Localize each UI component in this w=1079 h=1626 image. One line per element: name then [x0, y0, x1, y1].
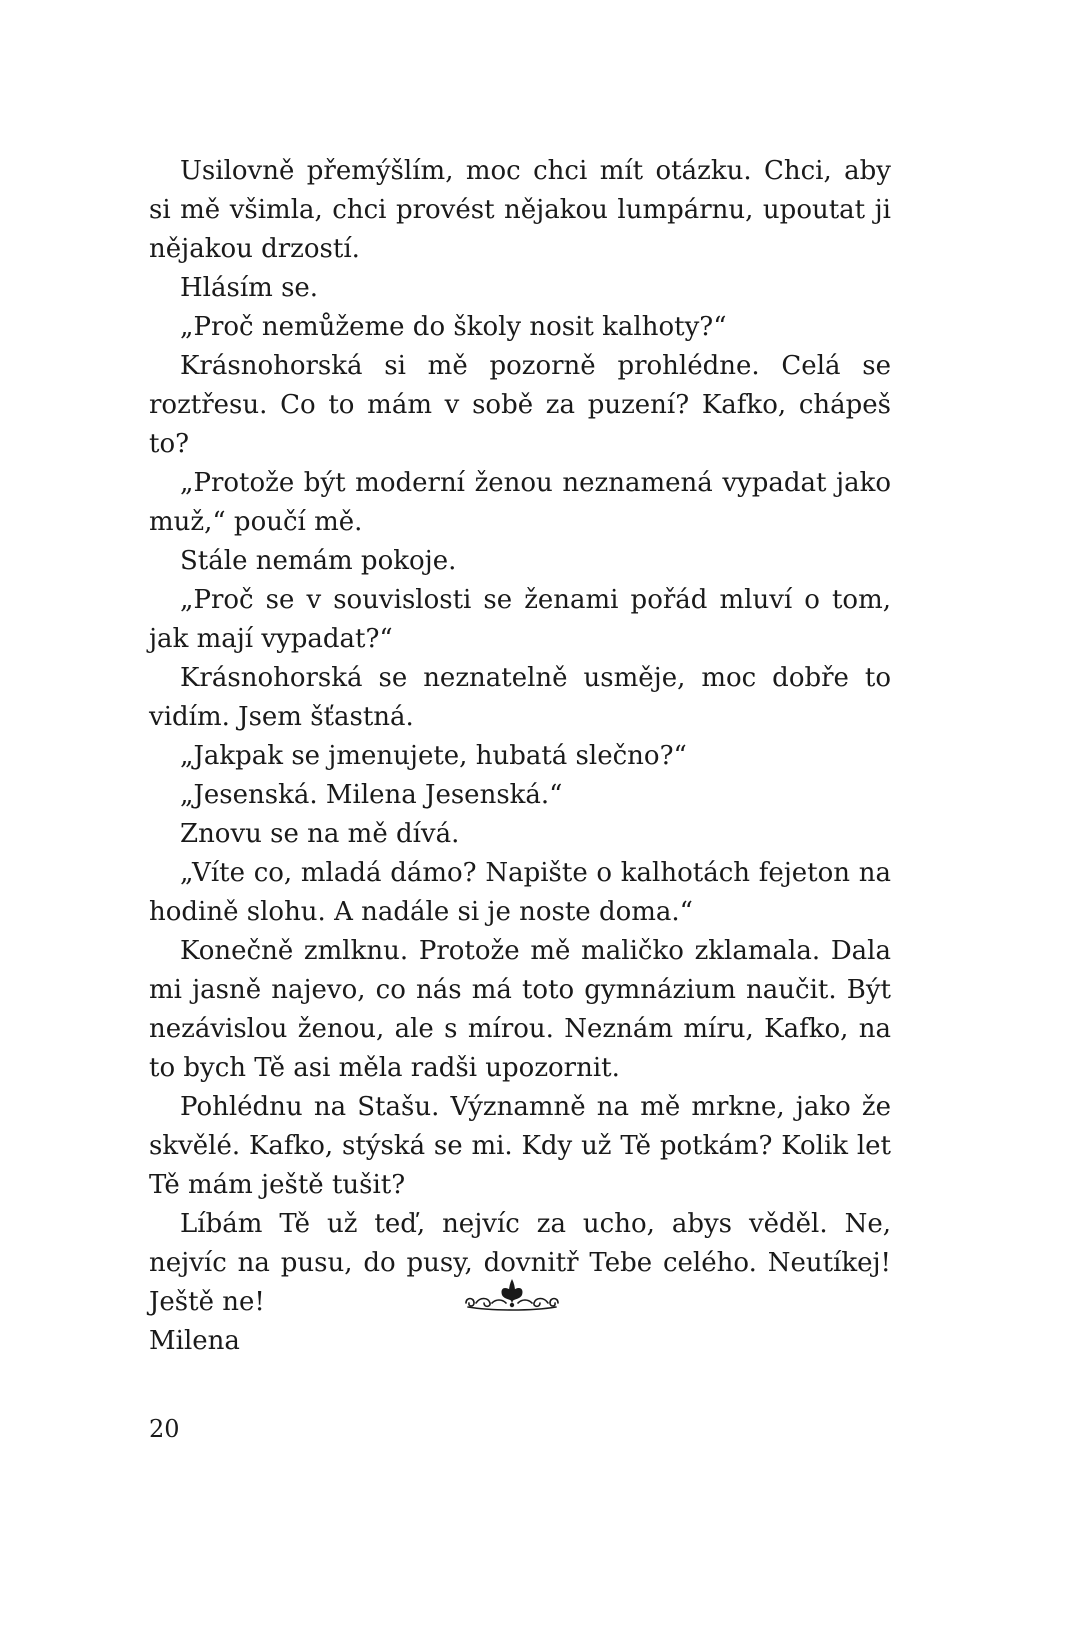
signature: Milena: [149, 1326, 240, 1356]
paragraph: Stále nemám pokoje.: [180, 546, 457, 576]
paragraph: Konečně zmlknu. Protože mě maličko zklamala. Dala mi jasně najevo, co nás má toto gymnázium naučit. Být nezávislou ženou, ale s mírou. Neznám míru, Kafko, na to bych Tě asi měla radši upozornit.: [149, 936, 891, 1083]
paragraph: Usilovně přemýšlím, moc chci mít otázku. Chci, aby si mě všimla, chci provést nějakou lumpárnu, upoutat ji nějakou drzostí.: [149, 156, 891, 264]
paragraph: Krásnohorská si mě pozorně prohlédne. Celá se roztřesu. Co to mám v sobě za puzení? Kafko, chápeš to?: [149, 351, 891, 459]
paragraph: „Proč se v souvislosti se ženami pořád mluví o tom, jak mají vypadat?“: [149, 585, 891, 654]
paragraph: Líbám Tě už teď, nejvíc za ucho, abys věděl. Ne, nejvíc na pusu, do pusy, dovnitř Tebe celého. Neutíkej! Ještě ne!: [149, 1209, 891, 1317]
paragraph: „Jakpak se jmenujete, hubatá slečno?“: [180, 741, 687, 771]
body-text: [149, 152, 891, 1361]
paragraph: „Proč nemůžeme do školy nosit kalhoty?“: [180, 312, 727, 342]
paragraph: Pohlédnu na Stašu. Významně na mě mrkne, jako že skvělé. Kafko, stýská se mi. Kdy už Tě potkám? Kolik let Tě mám ještě tušit?: [149, 1092, 891, 1200]
page-number: 20: [149, 1415, 180, 1443]
paragraph: „Víte co, mladá dámo? Napište o kalhotách fejeton na hodině slohu. A nadále si je noste doma.“: [149, 858, 891, 927]
fleuron-ornament-icon: [462, 1273, 562, 1313]
paragraph: Krásnohorská se neznatelně usměje, moc dobře to vidím. Jsem šťastná.: [149, 663, 891, 732]
paragraph: „Protože být moderní ženou neznamená vypadat jako muž,“ poučí mě.: [149, 468, 891, 537]
paragraph: Znovu se na mě dívá.: [180, 819, 460, 849]
paragraph: Hlásím se.: [180, 273, 319, 303]
paragraph: „Jesenská. Milena Jesenská.“: [180, 780, 563, 810]
